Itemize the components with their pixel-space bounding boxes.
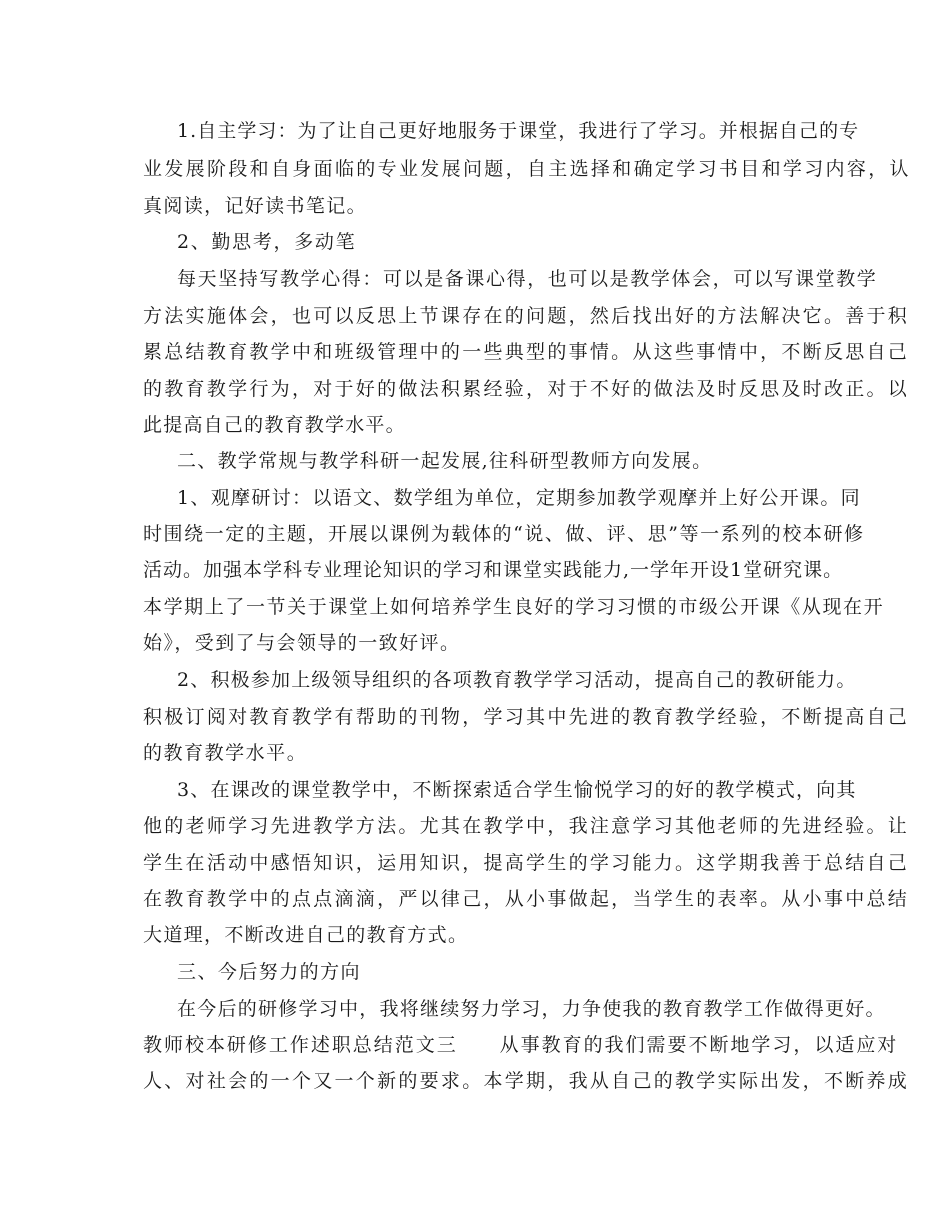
text-line: 2、积极参加上级领导组织的各项教育教学学习活动，提高自己的教研能力。 xyxy=(177,669,857,691)
text-line: 1、观摩研讨：以语文、数学组为单位，定期参加教学观摩并上好公开课。同 xyxy=(177,487,861,509)
text-line: 大道理，不断改进自己的教育方式。 xyxy=(143,924,469,946)
text-line: 他的老师学习先进教学方法。尤其在教学中，我注意学习其他老师的先进经验。让 xyxy=(143,815,910,837)
text-line: 学生在活动中感悟知识，运用知识，提高学生的学习能力。这学期我善于总结自己 xyxy=(143,852,910,874)
text-line: 每天坚持写教学心得：可以是备课心得，也可以是教学体会，可以写课堂教学 xyxy=(177,268,878,290)
text-line: 始》，受到了与会领导的一致好评。 xyxy=(143,632,461,654)
text-line: 此提高自己的教育教学水平。 xyxy=(143,414,406,436)
text-line: 方法实施体会，也可以反思上节课存在的问题，然后找出好的方法解决它。善于积 xyxy=(143,305,910,327)
section-heading: 2、勤思考，多动笔 xyxy=(177,231,357,253)
text-line: 在教育教学中的点点滴滴，严以律己，从小事做起，当学生的表率。从小事中总结 xyxy=(143,888,910,910)
text-line: 的教育教学水平。 xyxy=(143,742,308,764)
text-line: 人、对社会的一个又一个新的要求。本学期，我从自己的教学实际出发，不断养成 xyxy=(143,1070,910,1092)
text-line: 业发展阶段和自身面临的专业发展问题，自主选择和确定学习书目和学习内容，认 xyxy=(143,158,911,180)
section-heading: 三、今后努力的方向 xyxy=(177,961,361,983)
section-heading: 二、教学常规与教学科研一起发展,往科研型教师方向发展。 xyxy=(177,450,713,472)
text-line: 时围绕一定的主题，开展以课例为载体的“说、做、评、思”等一系列的校本研修 xyxy=(143,523,865,545)
text-line: 的教育教学行为，对于好的做法积累经验，对于不好的做法及时反思及时改正。以 xyxy=(143,378,910,400)
text-line: 1.自主学习：为了让自己更好地服务于课堂，我进行了学习。并根据自己的专 xyxy=(177,120,860,142)
text-line: 活动。加强本学科专业理论知识的学习和课堂实践能力,一学年开设1堂研究课。 xyxy=(143,559,844,581)
text-line: 3、在课改的课堂教学中，不断探索适合学生愉悦学习的好的教学模式，向其 xyxy=(177,779,857,801)
text-line: 在今后的研修学习中，我将继续努力学习，力争使我的教育教学工作做得更好。 xyxy=(177,998,886,1020)
text-line: 教师校本研修工作述职总结范文三 从事教育的我们需要不断地学习，以适应对 xyxy=(143,1034,899,1056)
text-line: 累总结教育教学中和班级管理中的一些典型的事情。从这些事情中，不断反思自己 xyxy=(143,341,910,363)
text-line: 本学期上了一节关于课堂上如何培养学生良好的学习习惯的市级公开课《从现在开 xyxy=(143,596,885,618)
text-line: 积极订阅对教育教学有帮助的刊物，学习其中先进的教育教学经验，不断提高自己 xyxy=(143,706,910,728)
text-line: 真阅读，记好读书笔记。 xyxy=(143,195,367,217)
